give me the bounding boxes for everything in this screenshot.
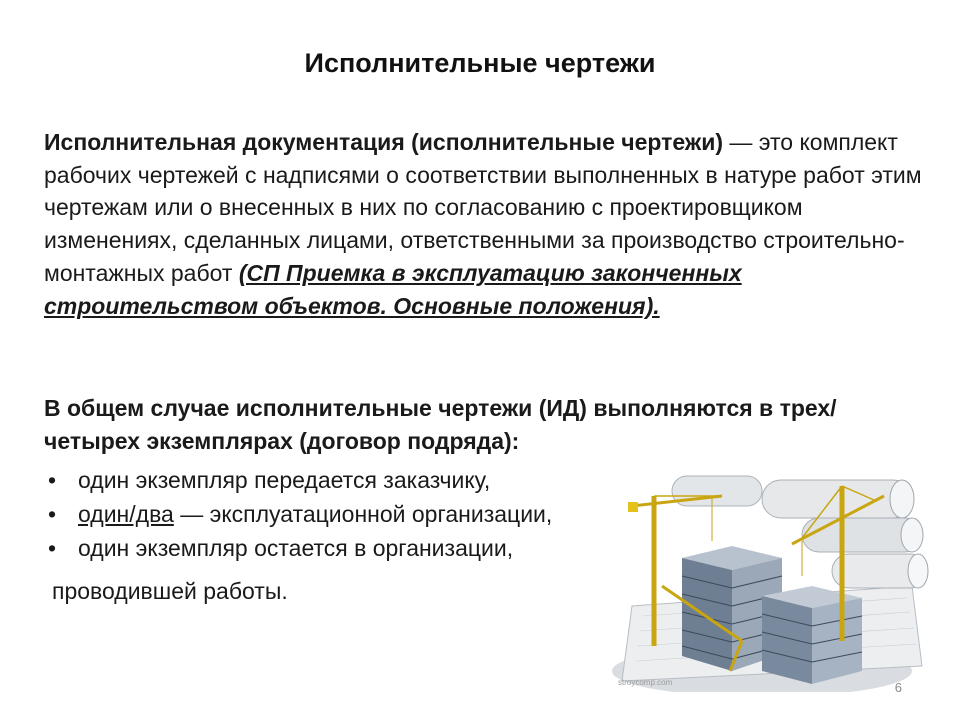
definition-body: — это комплект рабочих чертежей с надписями о соответствии выполненных в натуре работ этим чертежам или о внесенных в них по согласованию с проектировщиком изменениях, сделанных лицами, ответственными за производство строительно-монтажных работ [44, 129, 922, 286]
normative-reference: (СП Приемка в эксплуатацию законченных строительством объектов. Основные положения). [44, 259, 742, 319]
slide-title: Исполнительные чертежи [304, 48, 656, 78]
copies-list [44, 463, 644, 565]
list-item-text: один экземпляр остается в организации, [78, 535, 514, 561]
bullet-icon: • [48, 467, 57, 493]
construction-illustration [612, 466, 930, 692]
image-credit: stroycomp.com [618, 678, 673, 687]
list-item-underlined: один/два [78, 501, 174, 527]
list-item-text: один экземпляр передается заказчику, [78, 467, 491, 493]
definition-term: Исполнительная документация (исполнительные чертежи) [44, 129, 723, 155]
slide-number: 6 [894, 680, 902, 695]
list-item [44, 531, 644, 565]
list-item-text: — эксплуатационной организации, [173, 501, 553, 527]
list-continuation: проводившей работы. [52, 578, 288, 604]
copies-paragraph: В общем случае исполнительные чертежи (ИД) выполняются в трех/четырех экземплярах (договор подряда): [44, 395, 837, 454]
list-item [44, 497, 644, 531]
bullet-icon: • [48, 535, 57, 561]
bullet-icon: • [48, 501, 57, 527]
definition-paragraph [44, 126, 924, 322]
list-item [44, 463, 644, 497]
